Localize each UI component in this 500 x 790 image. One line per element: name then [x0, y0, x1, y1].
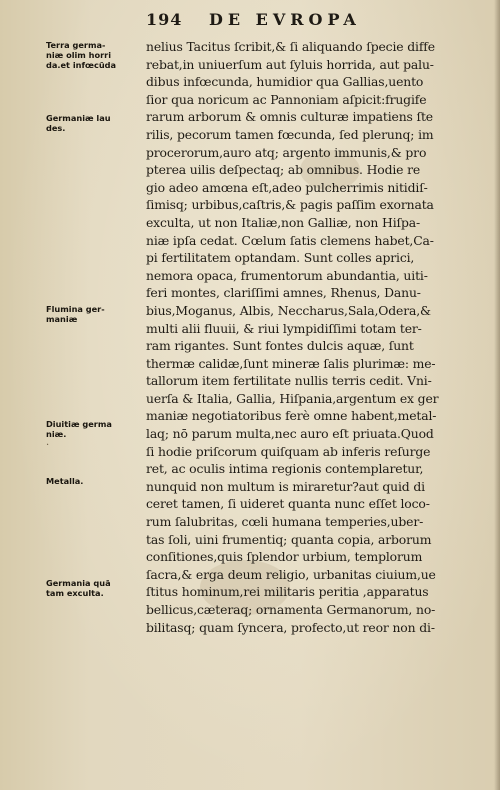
text-line: laq; nō parum multa,nec auro eſt priuata.Quod — [146, 426, 434, 442]
page-edge-shadow — [494, 0, 500, 790]
text-line: ſtitus hominum,rei militaris peritia ,apparatus — [146, 584, 429, 600]
page-number: 194 — [146, 10, 183, 29]
text-line: tas ſoli, uini frumentiq; quanta copia, arborum — [146, 531, 432, 547]
text-line: nunquid non multum is miraretur?aut quid di — [146, 478, 425, 494]
text-line: nemora opaca, frumentorum abundantia, uiti- — [146, 267, 428, 283]
text-line: pterea uilis deſpectaq; ab omnibus. Hodie re — [146, 162, 421, 178]
margin-note-line: des. — [46, 123, 66, 133]
text-line: exculta, ut non Italiæ,non Galliæ, non Hiſpa- — [146, 214, 420, 230]
margin-note-line: maniæ — [46, 314, 78, 324]
margin-note-line: Flumina ger- — [46, 304, 105, 314]
text-line: ſimisq; urbibus,caſtris,& pagis paſſim exornata — [146, 197, 434, 213]
margin-note-line: da.et infœcūda — [46, 60, 117, 70]
text-line: thermæ calidæ,ſunt mineræ ſalis plurimæ: me- — [146, 355, 436, 371]
text-line: bius,Moganus, Albis, Neccharus,Sala,Odera,& — [146, 302, 431, 318]
text-line: ſior qua noricum ac Pannoniam aſpicit:frugife — [146, 91, 427, 107]
text-line: uerſa & Italia, Gallia, Hiſpania,argentum ex ger — [146, 390, 439, 406]
margin-note-line: Germania quā — [46, 578, 111, 588]
text-line: ram rigantes. Sunt fontes dulcis aquæ, ſunt — [146, 338, 414, 354]
text-line: feri montes, clariſſimi amnes, Rhenus, Danu- — [146, 285, 421, 301]
page-header — [146, 10, 361, 29]
text-line: rum ſalubritas, cœli humana temperies,uber- — [146, 514, 424, 530]
text-line: ceret tamen, ſi uideret quanta nunc eſſet loco- — [146, 496, 430, 512]
text-line: rilis, pecorum tamen fœcunda, ſed plerunq; im — [146, 126, 434, 142]
margin-note — [46, 476, 146, 486]
text-line: procerorum,auro atq; argento immunis,& pro — [146, 144, 427, 160]
text-line: tallorum item fertilitate nullis terris cedit. Vni- — [146, 373, 432, 389]
text-line: ret, ac oculis intima regionis contemplaretur, — [146, 461, 424, 477]
margin-note-line: Germaniæ lau — [46, 113, 111, 123]
running-title: DE EVROPA — [208, 10, 361, 29]
text-line: ſacra,& erga deum religio, urbanitas ciuium,ue — [146, 566, 436, 582]
margin-note — [46, 304, 146, 324]
margin-note-line: niæ. — [46, 429, 67, 439]
margin-note — [46, 419, 146, 439]
text-line: bilitasq; quam ſyncera, profecto,ut reor non di- — [146, 619, 435, 635]
text-line: multi alii fluuii, & riui lympidiſſimi totam ter- — [146, 320, 422, 336]
margin-note-line: tam exculta. — [46, 588, 104, 598]
text-line: niæ ipſa cedat. Cœlum ſatis clemens habet,Ca- — [146, 232, 434, 248]
margin-note-line: Metalla. — [46, 476, 84, 486]
margin-note-line: Diuitiæ germa — [46, 419, 112, 429]
margin-note — [46, 113, 146, 133]
text-line: rarum arborum & omnis culturæ impatiens ſte — [146, 109, 433, 125]
margin-note — [46, 578, 146, 598]
text-line: conſitiones,quis ſplendor urbium, templorum — [146, 549, 423, 565]
text-line: nelius Tacitus ſcribit,& ſi aliquando ſpecie diffe — [146, 39, 435, 54]
text-line: rebat,in uniuerſum aut ſyluis horrida, aut palu- — [146, 56, 434, 72]
margin-note-line: Terra germa- — [46, 40, 106, 50]
body-text — [146, 38, 480, 636]
text-line: bellicus,cæteraq; ornamenta Germanorum, no- — [146, 602, 436, 617]
margin-note-line: niæ olim horri — [46, 50, 112, 60]
ink-speck: · — [46, 440, 50, 451]
margin-note — [46, 40, 146, 70]
text-line: gio adeo amœna eſt,adeo pulcherrimis nitidiſ- — [146, 179, 428, 195]
text-line: dibus infœcunda, humidior qua Gallias,uento — [146, 74, 424, 90]
text-line: maniæ negotiatoribus ferè omne habent,metal- — [146, 408, 437, 424]
text-line: pi fertilitatem optandam. Sunt colles aprici, — [146, 250, 415, 266]
text-line: ſi hodie priſcorum quiſquam ab inferis reſurge — [146, 443, 431, 459]
